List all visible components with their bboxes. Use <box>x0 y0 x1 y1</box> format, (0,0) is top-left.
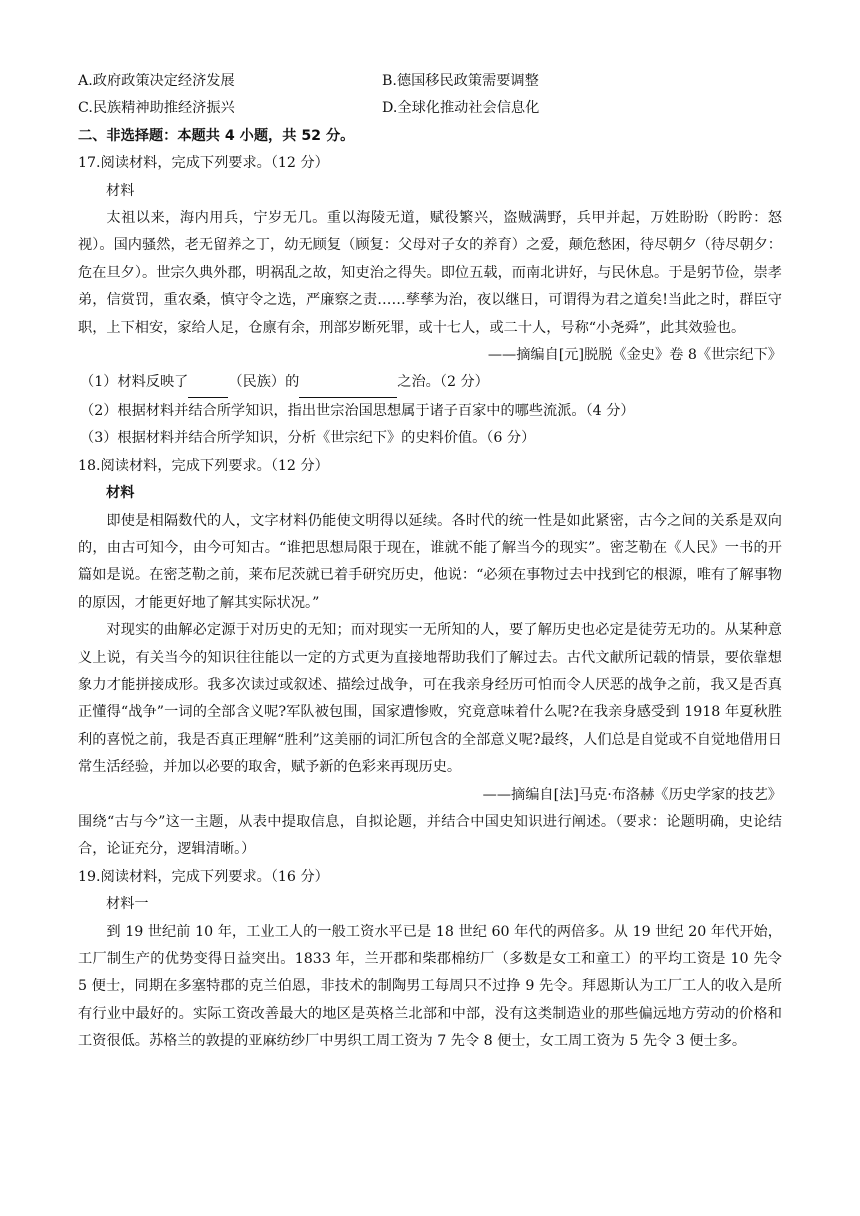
q18-paragraph-2: 对现实的曲解必定源于对历史的无知；而对现实一无所知的人，要了解历史也必定是徒劳无功的。从某种意义上说，有关当今的知识往往能以一定的方式更为直接地帮助我们了解过去。古代文献所记载的情景，要依靠想象力才能拼接成形。我多次读过或叙述、描绘过战争，可在我亲身经历可怕而令人厌恶的战争之前，我又是否真正懂得“战争”一词的全部含义呢?军队被包围，国家遭惨败，究竟意味着什么呢?在我亲身感受到 1918 年夏秋胜利的喜悦之前，我是否真正理解“胜利”这美丽的词汇所包含的全部意义呢?最终，人们总是自觉或不自觉地借用日常生活经验，并加以必要的取舍，赋予新的色彩来再现历史。 <box>78 622 782 776</box>
q17-sub1-mid: （民族）的 <box>228 374 300 391</box>
q18-stem: 18.阅读材料，完成下列要求。（12 分） <box>78 457 329 474</box>
section-heading: 二、非选择题：本题共 4 小题，共 52 分。 <box>78 127 355 144</box>
q17-material-label: 材料 <box>106 182 135 199</box>
q17-stem: 17.阅读材料，完成下列要求。（12 分） <box>78 155 329 172</box>
q18-task: 围绕“古与今”这一主题，从表中提取信息，自拟论题，并结合中国史知识进行阐述。（要求：论题明确，史论结合，论证充分，逻辑清晰。） <box>78 813 782 858</box>
q17-sub1 <box>78 369 782 397</box>
q17-sub2: （2）根据材料并结合所学知识，指出世宗治国思想属于诸子百家中的哪些流派。（4 分） <box>80 402 635 419</box>
q18-paragraph-1: 即使是相隔数代的人，文字材料仍能使文明得以延续。各时代的统一性是如此紧密，古今之间的关系是双向的，由古可知今，由今可知古。“谁把思想局限于现在，谁就不能了解当今的现实”。密芝勒在《人民》一书的开篇如是说。在密芝勒之前，莱布尼茨就已着手研究历史，他说：“必须在事物过去中找到它的根源，唯有了解事物的原因，才能更好地了解其实际状况。” <box>78 512 782 611</box>
answer-blank-1[interactable] <box>188 369 228 397</box>
q17-sub1-pre: （1）材料反映了 <box>80 374 189 391</box>
exam-page <box>78 68 782 1056</box>
q19-material-label: 材料一 <box>106 896 149 913</box>
choice-options-row-2 <box>78 95 782 122</box>
choice-options-row-1 <box>78 68 782 95</box>
option-c[interactable]: C.民族精神助推经济振兴 <box>78 100 235 117</box>
q17-material-text: 太祖以来，海内用兵，宁岁无几。重以海陵无道，赋役繁兴，盗贼满野，兵甲并起，万姓盼盼（盻盻：怒视）。国内骚然，老无留养之丁，幼无顾复（顾复：父母对子女的养育）之爱，颠危愁困，待尽朝夕（待尽朝夕：危在旦夕）。世宗久典外郡，明祸乱之故，知吏治之得失。即位五载，而南北讲好，与民休息。于是躬节俭，崇孝弟，信赏罚，重农桑，慎守令之选，严廉察之责……孳孳为治，夜以继日，可谓得为君之道矣!当此之时，群臣守职，上下相安，家给人足，仓廪有余，刑部岁断死罪，或十七人，或二十人，号称“小尧舜”，此其效验也。 <box>78 210 782 336</box>
q19-stem: 19.阅读材料，完成下列要求。（16 分） <box>78 868 329 885</box>
q19-paragraph-1: 到 19 世纪前 10 年，工业工人的一般工资水平已是 18 世纪 60 年代的两倍多。从 19 世纪 20 年代开始，工厂制生产的优势变得日益突出。1833 年，兰开郡和柴郡棉纺厂（多数是女工和童工）的平均工资是 10 先令 5 便士，同期在多塞特郡的克兰伯恩，非技术的制陶男工每周只不过挣 9 先令。拜恩斯认为工厂工人的收入是所有行业中最好的。实际工资改善最大的地区是英格兰北部和中部，没有这类制造业的那些偏远地方劳动的价格和工资很低。苏格兰的敦提的亚麻纺纱厂中男织工周工资为 7 先令 8 便士，女工周工资为 5 先令 3 便士多。 <box>78 923 782 1050</box>
option-a[interactable]: A.政府政策决定经济发展 <box>78 73 235 89</box>
q17-source: ——摘编自[元]脱脱《金史》卷 8《世宗纪下》 <box>487 347 782 364</box>
q17-sub1-post: 之治。（2 分） <box>397 374 489 391</box>
answer-blank-2[interactable] <box>299 369 397 397</box>
option-d[interactable]: D.全球化推动社会信息化 <box>382 100 540 117</box>
q18-source: ——摘编自[法]马克·布洛赫《历史学家的技艺》 <box>482 786 782 803</box>
q17-sub3: （3）根据材料并结合所学知识，分析《世宗纪下》的史料价值。（6 分） <box>80 430 536 447</box>
option-b[interactable]: B.德国移民政策需要调整 <box>382 73 539 89</box>
q18-material-label: 材料 <box>106 485 135 502</box>
